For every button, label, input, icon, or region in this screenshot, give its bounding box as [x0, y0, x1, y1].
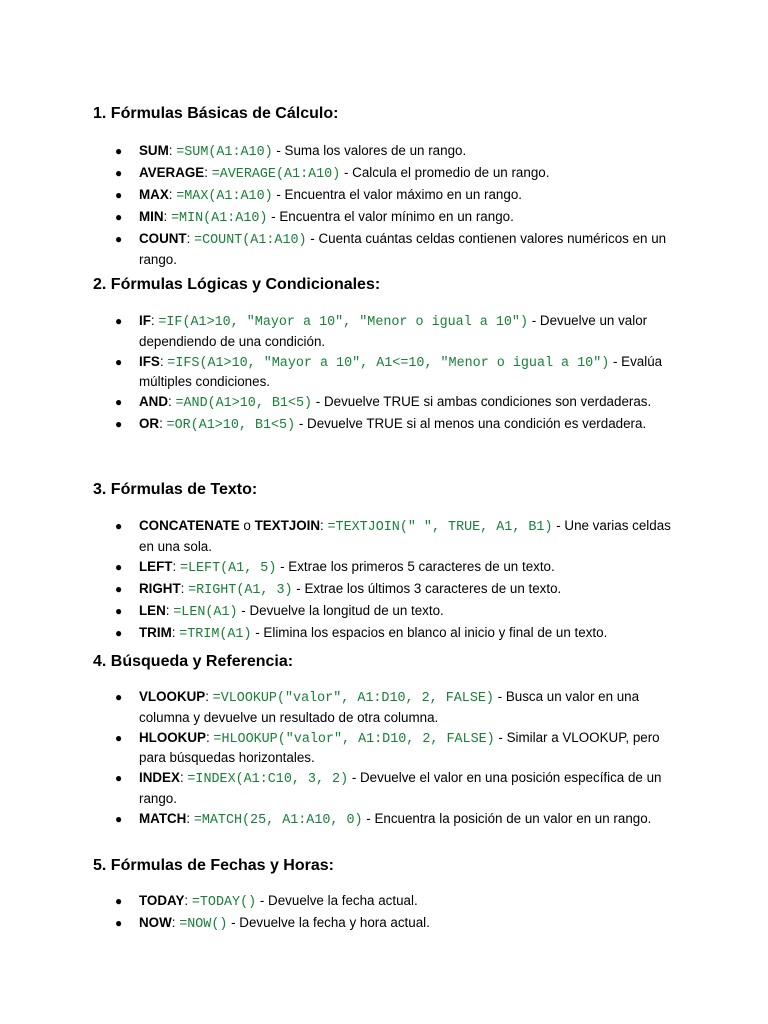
- separator: :: [186, 810, 194, 826]
- bullet-icon: ●: [115, 730, 123, 745]
- formula-code: =MIN(A1:A10): [171, 211, 268, 227]
- function-name-alt: TEXTJOIN: [254, 518, 321, 533]
- separator: :: [163, 209, 171, 225]
- description: - Busca un valor en una columna y devuelve un resultado de otra columna.: [139, 689, 640, 725]
- separator: :: [320, 518, 328, 533]
- bullet-icon: ●: [115, 395, 123, 410]
- function-name: LEN: [139, 602, 166, 618]
- separator: :: [186, 231, 195, 247]
- description: - Devuelve la longitud de un texto.: [237, 602, 444, 618]
- formula-list: [93, 892, 693, 935]
- separator: :: [168, 394, 176, 410]
- list-item: [93, 624, 685, 645]
- separator: :: [205, 689, 213, 704]
- formula-code: =AND(A1>10, B1<5): [175, 396, 313, 412]
- bullet-icon: ●: [115, 559, 123, 574]
- description: - Devuelve un valor dependiendo de una condición.: [139, 313, 648, 349]
- bullet-icon: ●: [115, 916, 123, 931]
- section-title: 4. Búsqueda y Referencia:: [93, 653, 294, 670]
- function-name: RIGHT: [139, 580, 181, 596]
- separator: :: [184, 893, 192, 908]
- bullet-icon: ●: [115, 417, 123, 432]
- formula-list: [93, 312, 693, 436]
- function-name: CONCATENATE: [139, 518, 240, 533]
- list-item: [93, 602, 685, 623]
- function-name: VLOOKUP: [139, 689, 206, 704]
- bullet-icon: ●: [115, 581, 123, 596]
- formula-code: =LEN(A1): [173, 604, 238, 620]
- description: - Encuentra el valor máximo en un rango.: [272, 187, 522, 203]
- list-item: [93, 558, 685, 579]
- function-name: HLOOKUP: [139, 729, 206, 745]
- function-name: TRIM: [139, 624, 172, 640]
- list-item: [93, 769, 685, 808]
- function-name: AVERAGE: [139, 165, 205, 181]
- formula-code: =NOW(): [179, 917, 228, 933]
- separator: :: [171, 915, 180, 931]
- separator: :: [204, 165, 212, 181]
- section-title: 1. Fórmulas Básicas de Cálculo:: [93, 105, 339, 122]
- formula-code: =TRIM(A1): [179, 626, 252, 642]
- function-name: INDEX: [139, 770, 180, 786]
- list-item: [93, 353, 685, 392]
- description: - Similar a VLOOKUP, pero para búsquedas horizontales.: [139, 729, 660, 766]
- function-name: NOW: [139, 915, 172, 931]
- function-name: MIN: [139, 209, 164, 225]
- description: - Elimina los espacios en blanco al inicio y final de un texto.: [251, 624, 608, 640]
- section-title: 5. Fórmulas de Fechas y Horas:: [93, 857, 334, 874]
- list-item: [93, 312, 685, 351]
- formula-code: =RIGHT(A1, 3): [188, 582, 293, 598]
- function-name: IF: [139, 313, 151, 328]
- function-name: OR: [139, 416, 160, 432]
- section-logical-formulas: [93, 275, 693, 437]
- formula-code: =LEFT(A1, 5): [179, 560, 277, 576]
- list-item: [93, 142, 685, 163]
- list-item: [93, 415, 685, 436]
- formula-code: =AVERAGE(A1:A10): [211, 167, 341, 183]
- bullet-icon: ●: [115, 354, 123, 369]
- description: - Encuentra el valor mínimo en un rango.: [267, 209, 514, 225]
- formula-list: [93, 142, 693, 269]
- bullet-icon: ●: [115, 210, 123, 225]
- formula-list: [93, 517, 693, 644]
- section-title: 3. Fórmulas de Texto:: [93, 481, 258, 498]
- list-item: [93, 230, 685, 269]
- bullet-icon: ●: [115, 625, 123, 640]
- separator: :: [159, 416, 167, 432]
- list-item: [93, 517, 685, 556]
- bullet-icon: ●: [115, 232, 123, 247]
- function-name: MATCH: [139, 810, 187, 826]
- formula-code: =VLOOKUP("valor", A1:D10, 2, FALSE): [212, 691, 494, 706]
- list-item: [93, 729, 685, 768]
- formula-code: =SUM(A1:A10): [176, 145, 273, 160]
- function-name: MAX: [139, 187, 169, 203]
- list-item: [93, 914, 685, 935]
- separator: :: [179, 770, 188, 786]
- bullet-icon: ●: [115, 690, 123, 704]
- separator: :: [165, 602, 174, 618]
- description: - Cuenta cuántas celdas contienen valores numéricos en un rango.: [139, 231, 667, 267]
- separator: :: [205, 729, 214, 745]
- formula-code: =COUNT(A1:A10): [194, 233, 307, 249]
- description: - Evalúa múltiples condiciones.: [139, 353, 663, 390]
- list-item: [93, 688, 685, 727]
- description: - Devuelve TRUE si ambas condiciones son verdaderas.: [312, 394, 652, 410]
- function-name: COUNT: [139, 231, 187, 247]
- function-name: AND: [139, 394, 169, 410]
- description: - Extrae los últimos 3 caracteres de un texto.: [292, 580, 562, 596]
- function-name: LEFT: [139, 558, 173, 574]
- formula-code: =MAX(A1:A10): [176, 189, 273, 205]
- list-item: [93, 186, 685, 207]
- description: - Encuentra la posición de un valor en un rango.: [362, 810, 652, 826]
- list-item: [93, 580, 685, 601]
- formula-code: =HLOOKUP("valor", A1:D10, 2, FALSE): [213, 731, 495, 747]
- bullet-icon: ●: [115, 188, 123, 203]
- list-item: [93, 208, 685, 229]
- list-item: [93, 810, 685, 831]
- formula-code: =MATCH(25, A1:A10, 0): [193, 812, 363, 828]
- bullet-icon: ●: [115, 603, 123, 618]
- bullet-icon: ●: [115, 519, 123, 533]
- bullet-icon: ●: [115, 894, 123, 908]
- section-text-formulas: [93, 480, 693, 646]
- separator: :: [150, 313, 159, 328]
- description: - Devuelve la fecha y hora actual.: [227, 915, 430, 931]
- description: - Calcula el promedio de un rango.: [340, 165, 550, 181]
- description: - Une varias celdas en una sola.: [139, 518, 671, 554]
- bullet-icon: ●: [115, 314, 123, 328]
- separator: :: [172, 558, 180, 574]
- bullet-icon: ●: [115, 771, 123, 786]
- description: - Extrae los primeros 5 caracteres de un texto.: [276, 558, 555, 574]
- formula-code: =IFS(A1>10, "Mayor a 10", A1<=10, "Menor o igual a 10"): [167, 355, 610, 371]
- description: - Devuelve la fecha actual.: [256, 893, 418, 908]
- section-title: 2. Fórmulas Lógicas y Condicionales:: [93, 276, 381, 293]
- bullet-icon: ●: [115, 811, 123, 826]
- formula-code: =TODAY(): [191, 895, 257, 910]
- formula-code: =INDEX(A1:C10, 3, 2): [187, 772, 349, 788]
- section-date-formulas: [93, 856, 693, 936]
- bullet-icon: ●: [115, 166, 123, 181]
- description: - Suma los valores de un rango.: [272, 143, 467, 158]
- function-name: SUM: [139, 143, 169, 158]
- separator: :: [159, 353, 168, 369]
- list-item: [93, 393, 685, 414]
- connector: o: [239, 518, 255, 533]
- separator: :: [168, 187, 177, 203]
- function-name: IFS: [139, 353, 160, 369]
- section-basic-formulas: [93, 104, 693, 271]
- list-item: [93, 164, 685, 185]
- separator: :: [180, 580, 189, 596]
- separator: :: [171, 624, 180, 640]
- section-lookup-formulas: [93, 652, 693, 832]
- description: - Devuelve TRUE si al menos una condición es verdadera.: [295, 416, 647, 432]
- formula-code: =OR(A1>10, B1<5): [166, 418, 296, 434]
- formula-code: =IF(A1>10, "Mayor a 10", "Menor o igual a 10"): [158, 315, 529, 330]
- description: - Devuelve el valor en una posición específica de un rango.: [139, 770, 662, 806]
- bullet-icon: ●: [115, 144, 123, 158]
- formula-code: =TEXTJOIN(" ", TRUE, A1, B1): [327, 520, 553, 535]
- formula-list: [93, 688, 693, 830]
- function-name: TODAY: [139, 893, 185, 908]
- list-item: [93, 892, 685, 913]
- separator: :: [168, 143, 177, 158]
